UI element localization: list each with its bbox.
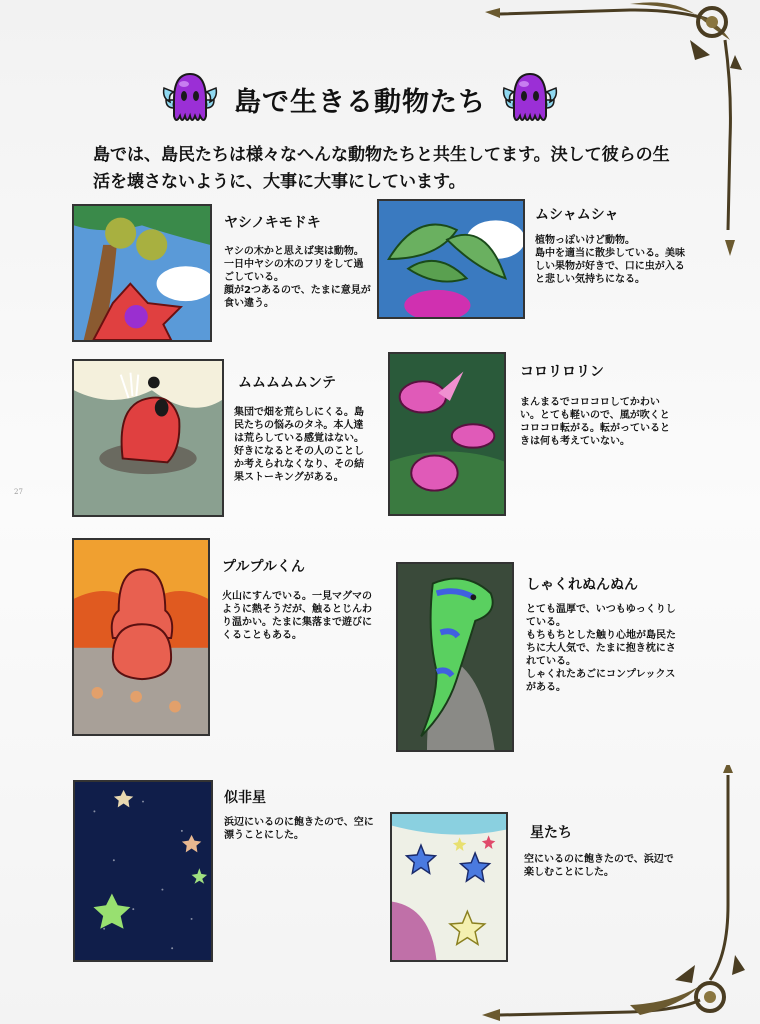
animal-name: 似非星 bbox=[224, 790, 266, 806]
field-raider-illustration bbox=[72, 359, 224, 517]
winged-octopus-icon bbox=[160, 70, 220, 128]
munching-plant-illustration bbox=[377, 199, 525, 319]
rolling-bird-illustration bbox=[388, 352, 506, 516]
palm-mimic-illustration bbox=[72, 204, 212, 342]
animal-description: 浜辺にいるのに飽きたので、空に漂うことにした。 bbox=[224, 817, 374, 841]
fake-stars-illustration bbox=[73, 780, 213, 962]
title-row bbox=[160, 70, 560, 128]
animal-description: まんまるでコロコロしてかわいい。とても軽いので、風が吹くとコロコロ転がる。転がっているときは何も考えていない。 bbox=[520, 397, 670, 447]
page-title: 島で生きる動物たち bbox=[234, 87, 486, 118]
animal-description: 空にいるのに飽きたので、浜辺で楽しむことにした。 bbox=[524, 854, 674, 878]
animal-name: コロリロリン bbox=[520, 364, 604, 380]
animal-name: プルプルくん bbox=[222, 559, 305, 575]
page-number: 27 bbox=[14, 488, 23, 496]
ornament-bottom-right bbox=[470, 765, 760, 1024]
lava-jelly-illustration bbox=[72, 538, 210, 736]
animal-description: 火山にすんでいる。一見マグマのように熱そうだが、触るとじんわり温かい。たまに集落まで遊びにくることもある。 bbox=[222, 591, 372, 641]
animal-name: しゃくれぬんぬん bbox=[526, 577, 638, 593]
animal-name: ムシャムシャ bbox=[535, 207, 619, 223]
animal-name: ムムムムムンテ bbox=[238, 375, 336, 391]
beach-stars-illustration bbox=[390, 812, 508, 962]
animal-description: 植物っぽいけど動物。 島中を適当に散歩している。美味しい果物が好きで、口に虫が入ると悲しい気持ちになる。 bbox=[535, 235, 685, 285]
animal-description: ヤシの木かと思えば実は動物。一日中ヤシの木のフリをして過ごしている。 顔が2つあるので、たまに意見が食い違う。 bbox=[224, 246, 371, 309]
animal-name: 星たち bbox=[530, 825, 572, 841]
animal-description: とても温厚で、いつもゆっくりしている。 もちもちとした触り心地が島民たちに大人気で、たまに抱き枕にされている。 しゃくれたあごにコンプレックスがある。 bbox=[526, 604, 676, 693]
animal-description: 集団で畑を荒らしにくる。島民たちの悩みのタネ。本人達は荒らしている感覚はない。 好きになるとその人のことしか考えられなくなり、その結果ストーキングがある。 bbox=[234, 407, 364, 483]
winged-octopus-icon bbox=[500, 70, 560, 128]
intro-text: 島では、島民たちは様々なへんな動物たちと共生してます。決して彼らの生活を壊さないように、大事に大事にしています。 bbox=[93, 145, 670, 192]
animal-name: ヤシノキモドキ bbox=[224, 215, 321, 231]
chin-lizard-illustration bbox=[396, 562, 514, 752]
